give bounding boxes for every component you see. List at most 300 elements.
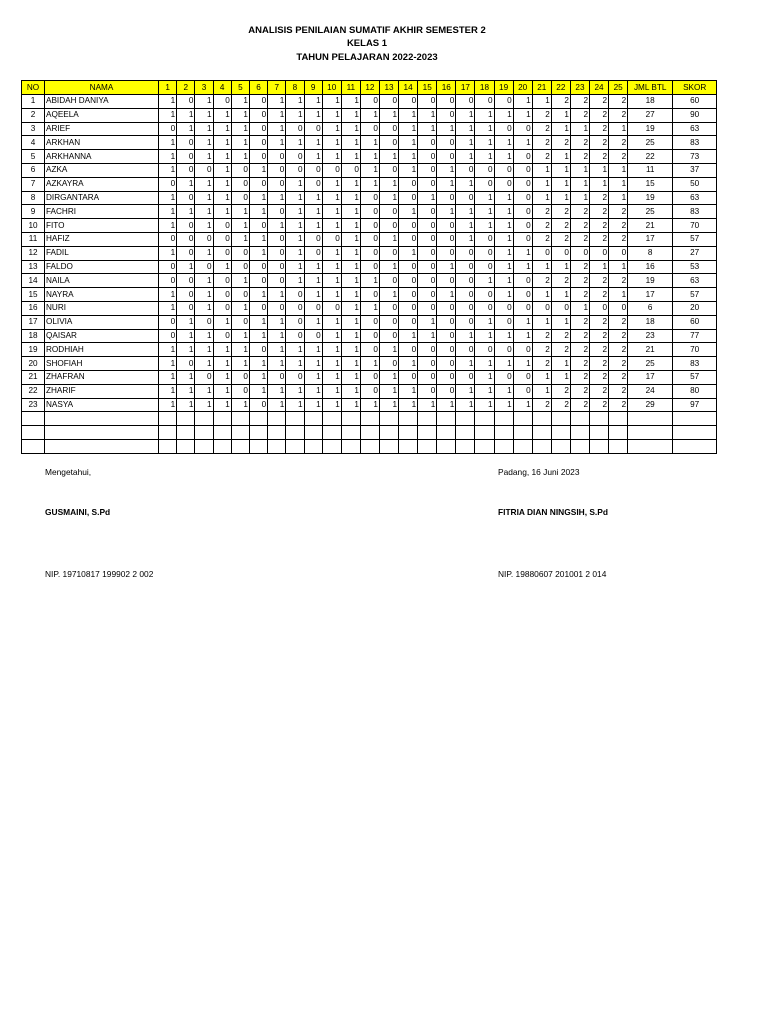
question-score: 0 (249, 95, 267, 109)
question-score: 0 (494, 315, 513, 329)
question-score: 0 (268, 301, 286, 315)
question-score: 1 (249, 370, 267, 384)
question-score: 1 (341, 260, 360, 274)
question-score: 2 (609, 108, 628, 122)
question-score: 2 (532, 232, 551, 246)
question-score: 1 (475, 122, 494, 136)
question-score: 1 (379, 398, 398, 412)
table-header-row (22, 81, 717, 95)
empty-cell (609, 412, 628, 426)
question-score: 0 (379, 122, 398, 136)
question-score: 2 (551, 205, 570, 219)
teacher-name: FITRIA DIAN NINGSIH, S.Pd (498, 507, 608, 517)
question-score: 2 (532, 150, 551, 164)
question-score: 0 (456, 95, 475, 109)
question-score: 1 (341, 122, 360, 136)
student-name: ZHARIF (45, 384, 159, 398)
question-score: 2 (570, 315, 589, 329)
question-score: 0 (360, 315, 379, 329)
question-score: 1 (322, 177, 341, 191)
question-score: 2 (532, 357, 551, 371)
question-score: 0 (177, 288, 195, 302)
total-wrong: 22 (628, 150, 673, 164)
question-score: 1 (177, 398, 195, 412)
question-score: 1 (177, 122, 195, 136)
question-score: 0 (418, 95, 437, 109)
question-score: 2 (590, 384, 609, 398)
header-question: 4 (213, 81, 231, 95)
final-score: 53 (673, 260, 717, 274)
question-score: 0 (399, 343, 418, 357)
question-score: 0 (456, 301, 475, 315)
question-score: 1 (304, 274, 322, 288)
question-score: 1 (475, 136, 494, 150)
question-score: 0 (249, 260, 267, 274)
empty-cell (304, 426, 322, 440)
question-score: 1 (195, 343, 213, 357)
empty-cell (513, 426, 532, 440)
principal-name: GUSMAINI, S.Pd (45, 507, 111, 517)
question-score: 1 (304, 384, 322, 398)
question-score: 1 (195, 329, 213, 343)
question-score: 1 (494, 398, 513, 412)
question-score: 1 (159, 398, 177, 412)
question-score: 1 (532, 177, 551, 191)
question-score: 0 (379, 95, 398, 109)
question-score: 0 (360, 288, 379, 302)
total-wrong: 24 (628, 384, 673, 398)
question-score: 1 (341, 301, 360, 315)
question-score: 1 (231, 95, 249, 109)
row-number: 2 (22, 108, 45, 122)
table-row (22, 288, 717, 302)
question-score: 1 (418, 122, 437, 136)
question-score: 0 (213, 219, 231, 233)
question-score: 1 (341, 205, 360, 219)
question-score: 1 (322, 370, 341, 384)
question-score: 1 (304, 205, 322, 219)
question-score: 1 (437, 177, 456, 191)
question-score: 1 (249, 384, 267, 398)
total-wrong: 17 (628, 288, 673, 302)
question-score: 2 (532, 136, 551, 150)
question-score: 0 (379, 357, 398, 371)
question-score: 1 (532, 163, 551, 177)
empty-cell (249, 426, 267, 440)
principal-nip: NIP. 19710817 199902 2 002 (45, 569, 154, 579)
question-score: 1 (456, 232, 475, 246)
question-score: 1 (195, 150, 213, 164)
question-score: 0 (268, 260, 286, 274)
question-score: 0 (475, 163, 494, 177)
empty-cell (513, 439, 532, 453)
question-score: 1 (609, 191, 628, 205)
question-score: 1 (475, 329, 494, 343)
row-number: 21 (22, 370, 45, 384)
question-score: 1 (322, 136, 341, 150)
question-score: 1 (304, 219, 322, 233)
question-score: 1 (513, 329, 532, 343)
empty-cell (399, 412, 418, 426)
question-score: 0 (231, 177, 249, 191)
header-question: 23 (570, 81, 589, 95)
empty-cell (475, 426, 494, 440)
student-name: ZHAFRAN (45, 370, 159, 384)
question-score: 0 (418, 219, 437, 233)
question-score: 1 (399, 384, 418, 398)
question-score: 0 (418, 232, 437, 246)
question-score: 1 (195, 136, 213, 150)
report-title: ANALISIS PENILAIAN SUMATIF AKHIR SEMESTER 2 (248, 25, 486, 36)
question-score: 1 (341, 95, 360, 109)
question-score: 1 (249, 288, 267, 302)
question-score: 1 (286, 343, 304, 357)
header-question: 13 (379, 81, 398, 95)
question-score: 1 (268, 108, 286, 122)
empty-cell (341, 426, 360, 440)
final-score: 37 (673, 163, 717, 177)
question-score: 2 (609, 398, 628, 412)
question-score: 1 (159, 357, 177, 371)
question-score: 1 (322, 95, 341, 109)
question-score: 1 (399, 357, 418, 371)
question-score: 1 (304, 288, 322, 302)
question-score: 2 (532, 122, 551, 136)
question-score: 2 (570, 108, 589, 122)
question-score: 0 (494, 370, 513, 384)
question-score: 1 (360, 108, 379, 122)
question-score: 1 (360, 177, 379, 191)
question-score: 0 (360, 95, 379, 109)
question-score: 1 (494, 136, 513, 150)
final-score: 50 (673, 177, 717, 191)
final-score: 70 (673, 343, 717, 357)
student-name: OLIVIA (45, 315, 159, 329)
question-score: 2 (609, 370, 628, 384)
question-score: 2 (590, 329, 609, 343)
empty-cell (475, 412, 494, 426)
row-number: 10 (22, 219, 45, 233)
student-name: AZKAYRA (45, 177, 159, 191)
question-score: 1 (379, 260, 398, 274)
student-name: SHOFIAH (45, 357, 159, 371)
question-score: 2 (570, 274, 589, 288)
question-score: 0 (231, 288, 249, 302)
final-score: 83 (673, 136, 717, 150)
question-score: 1 (159, 343, 177, 357)
acknowledged-label: Mengetahui, (45, 467, 92, 477)
question-score: 1 (195, 122, 213, 136)
question-score: 1 (231, 205, 249, 219)
question-score: 0 (213, 329, 231, 343)
question-score: 2 (590, 205, 609, 219)
question-score: 1 (213, 122, 231, 136)
question-score: 1 (268, 288, 286, 302)
question-score: 0 (475, 177, 494, 191)
student-name: ARIEF (45, 122, 159, 136)
empty-cell (456, 412, 475, 426)
total-wrong: 25 (628, 136, 673, 150)
table-row (22, 246, 717, 260)
question-score: 1 (475, 108, 494, 122)
question-score: 1 (177, 260, 195, 274)
question-score: 0 (177, 219, 195, 233)
question-score: 0 (213, 232, 231, 246)
question-score: 0 (231, 384, 249, 398)
question-score: 0 (195, 315, 213, 329)
question-score: 0 (418, 163, 437, 177)
question-score: 0 (532, 246, 551, 260)
question-score: 1 (304, 343, 322, 357)
empty-cell (418, 412, 437, 426)
question-score: 1 (456, 384, 475, 398)
header-question: 12 (360, 81, 379, 95)
question-score: 1 (195, 191, 213, 205)
question-score: 1 (494, 274, 513, 288)
question-score: 2 (609, 95, 628, 109)
question-score: 1 (249, 232, 267, 246)
question-score: 1 (341, 191, 360, 205)
question-score: 1 (437, 163, 456, 177)
question-score: 1 (322, 219, 341, 233)
question-score: 1 (322, 343, 341, 357)
total-wrong: 23 (628, 329, 673, 343)
empty-row (22, 439, 717, 453)
question-score: 1 (159, 108, 177, 122)
question-score: 2 (570, 343, 589, 357)
question-score: 1 (213, 357, 231, 371)
question-score: 1 (379, 150, 398, 164)
question-score: 0 (475, 288, 494, 302)
table-row (22, 150, 717, 164)
question-score: 0 (513, 370, 532, 384)
question-score: 0 (177, 246, 195, 260)
empty-cell (437, 439, 456, 453)
question-score: 2 (590, 357, 609, 371)
empty-cell (494, 412, 513, 426)
header-question: 19 (494, 81, 513, 95)
question-score: 0 (456, 370, 475, 384)
question-score: 0 (399, 232, 418, 246)
question-score: 1 (322, 329, 341, 343)
empty-cell (268, 426, 286, 440)
table-row (22, 357, 717, 371)
question-score: 1 (513, 357, 532, 371)
question-score: 2 (570, 95, 589, 109)
question-score: 0 (360, 246, 379, 260)
empty-cell (268, 439, 286, 453)
question-score: 0 (456, 260, 475, 274)
question-score: 0 (399, 315, 418, 329)
student-name: FACHRI (45, 205, 159, 219)
total-wrong: 18 (628, 95, 673, 109)
question-score: 1 (360, 163, 379, 177)
empty-cell (231, 439, 249, 453)
question-score: 1 (399, 108, 418, 122)
question-score: 1 (322, 288, 341, 302)
question-score: 0 (475, 232, 494, 246)
question-score: 0 (418, 246, 437, 260)
question-score: 1 (159, 384, 177, 398)
question-score: 0 (195, 260, 213, 274)
question-score: 0 (177, 191, 195, 205)
empty-cell (304, 412, 322, 426)
question-score: 1 (213, 260, 231, 274)
student-name: ARKHAN (45, 136, 159, 150)
question-score: 2 (590, 219, 609, 233)
total-wrong: 16 (628, 260, 673, 274)
question-score: 2 (590, 122, 609, 136)
question-score: 0 (249, 136, 267, 150)
question-score: 0 (360, 260, 379, 274)
header-question: 21 (532, 81, 551, 95)
question-score: 0 (437, 384, 456, 398)
total-wrong: 27 (628, 108, 673, 122)
question-score: 0 (195, 232, 213, 246)
question-score: 0 (249, 274, 267, 288)
final-score: 60 (673, 315, 717, 329)
question-score: 1 (590, 177, 609, 191)
question-score: 1 (286, 219, 304, 233)
row-number: 22 (22, 384, 45, 398)
question-score: 1 (609, 288, 628, 302)
question-score: 1 (475, 357, 494, 371)
final-score: 80 (673, 384, 717, 398)
question-score: 1 (213, 108, 231, 122)
question-score: 1 (322, 274, 341, 288)
question-score: 1 (379, 288, 398, 302)
question-score: 0 (437, 343, 456, 357)
question-score: 1 (286, 384, 304, 398)
empty-cell (673, 439, 717, 453)
header-question: 14 (399, 81, 418, 95)
question-score: 1 (494, 232, 513, 246)
question-score: 0 (231, 246, 249, 260)
row-number: 15 (22, 288, 45, 302)
question-score: 1 (213, 177, 231, 191)
question-score: 1 (494, 329, 513, 343)
question-score: 1 (268, 315, 286, 329)
total-wrong: 29 (628, 398, 673, 412)
question-score: 1 (379, 108, 398, 122)
question-score: 0 (286, 329, 304, 343)
empty-cell (532, 412, 551, 426)
question-score: 1 (475, 384, 494, 398)
question-score: 1 (341, 315, 360, 329)
question-score: 0 (360, 343, 379, 357)
question-score: 0 (494, 122, 513, 136)
empty-cell (437, 426, 456, 440)
question-score: 1 (159, 219, 177, 233)
question-score: 2 (551, 219, 570, 233)
table-row (22, 260, 717, 274)
question-score: 1 (475, 150, 494, 164)
question-score: 0 (379, 246, 398, 260)
question-score: 0 (494, 343, 513, 357)
question-score: 0 (456, 274, 475, 288)
question-score: 2 (609, 150, 628, 164)
empty-cell (628, 412, 673, 426)
question-score: 0 (159, 274, 177, 288)
question-score: 0 (494, 301, 513, 315)
empty-cell (399, 426, 418, 440)
question-score: 1 (341, 274, 360, 288)
header-question: 15 (418, 81, 437, 95)
question-score: 0 (437, 108, 456, 122)
total-wrong: 19 (628, 274, 673, 288)
question-score: 1 (379, 343, 398, 357)
question-score: 0 (213, 274, 231, 288)
question-score: 0 (177, 95, 195, 109)
empty-cell (22, 426, 45, 440)
question-score: 2 (590, 191, 609, 205)
table-row (22, 370, 717, 384)
question-score: 1 (213, 398, 231, 412)
question-score: 0 (570, 246, 589, 260)
question-score: 1 (268, 219, 286, 233)
question-score: 1 (322, 122, 341, 136)
empty-cell (286, 439, 304, 453)
question-score: 1 (195, 177, 213, 191)
empty-cell (22, 439, 45, 453)
question-score: 2 (570, 219, 589, 233)
question-score: 0 (418, 205, 437, 219)
question-score: 1 (379, 191, 398, 205)
question-score: 0 (513, 384, 532, 398)
question-score: 0 (159, 232, 177, 246)
question-score: 0 (399, 260, 418, 274)
question-score: 0 (513, 301, 532, 315)
question-score: 0 (249, 177, 267, 191)
final-score: 57 (673, 232, 717, 246)
question-score: 2 (532, 274, 551, 288)
row-number: 16 (22, 301, 45, 315)
question-score: 1 (456, 219, 475, 233)
question-score: 0 (551, 301, 570, 315)
empty-cell (45, 412, 159, 426)
question-score: 0 (513, 122, 532, 136)
question-score: 2 (590, 315, 609, 329)
question-score: 1 (437, 288, 456, 302)
question-score: 0 (379, 274, 398, 288)
question-score: 2 (532, 205, 551, 219)
student-name: NAILA (45, 274, 159, 288)
header-total-wrong: JML BTL (628, 81, 673, 95)
question-score: 1 (213, 370, 231, 384)
student-name: NASYA (45, 398, 159, 412)
question-score: 1 (286, 95, 304, 109)
report-year: TAHUN PELAJARAN 2022-2023 (296, 52, 438, 63)
question-score: 2 (590, 343, 609, 357)
question-score: 1 (159, 301, 177, 315)
question-score: 1 (177, 108, 195, 122)
question-score: 1 (304, 191, 322, 205)
total-wrong: 19 (628, 122, 673, 136)
question-score: 0 (213, 246, 231, 260)
question-score: 0 (513, 150, 532, 164)
question-score: 0 (418, 274, 437, 288)
question-score: 0 (379, 136, 398, 150)
header-question: 22 (551, 81, 570, 95)
question-score: 0 (399, 177, 418, 191)
question-score: 2 (590, 136, 609, 150)
question-score: 2 (609, 357, 628, 371)
question-score: 1 (360, 398, 379, 412)
question-score: 1 (177, 384, 195, 398)
question-score: 1 (341, 246, 360, 260)
question-score: 1 (456, 398, 475, 412)
question-score: 1 (195, 288, 213, 302)
